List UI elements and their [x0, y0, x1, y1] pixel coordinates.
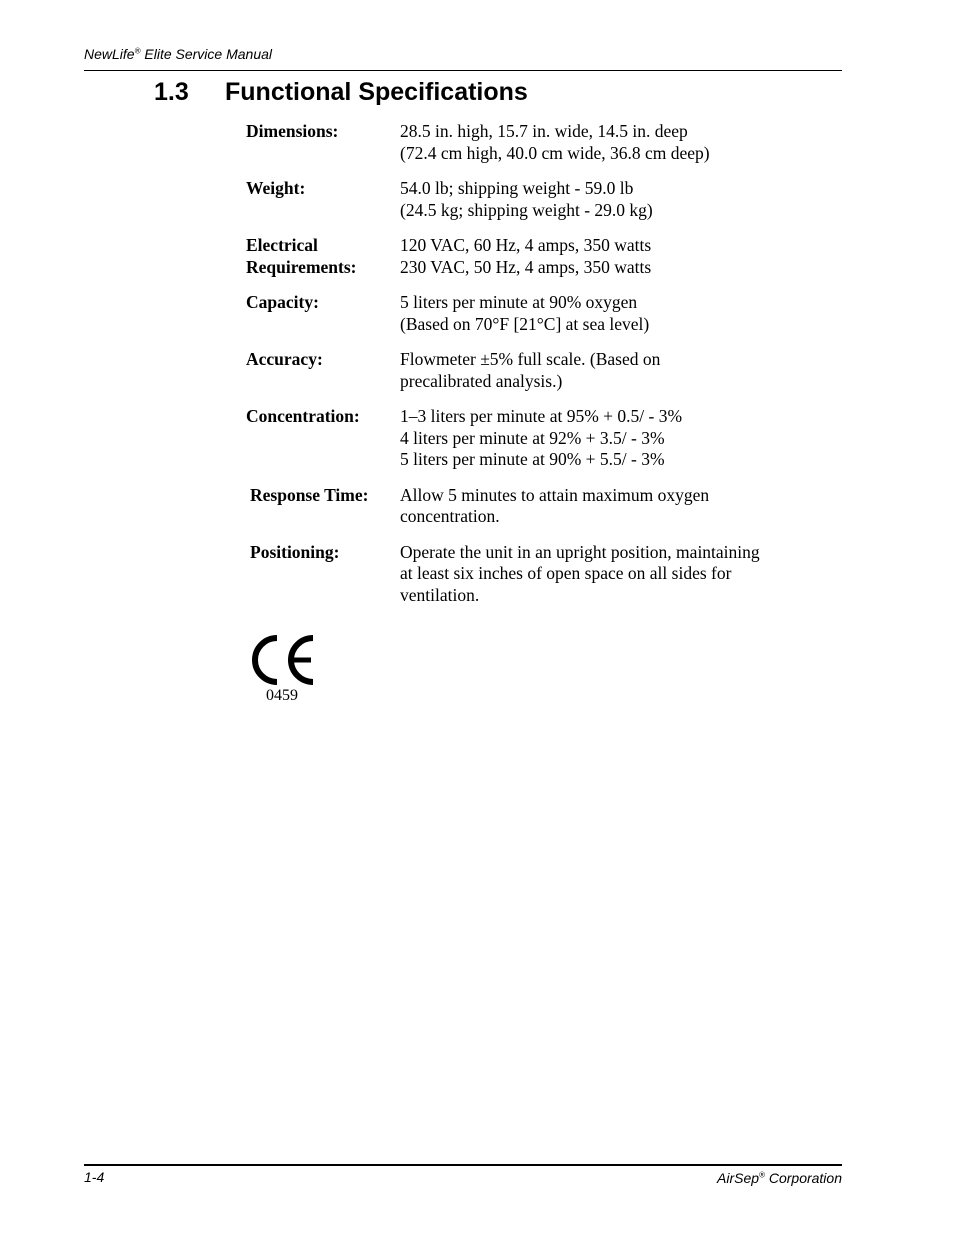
spec-label: Electrical Requirements:	[246, 235, 357, 277]
spec-row-dimensions	[246, 121, 826, 164]
spec-label: Positioning:	[250, 541, 340, 562]
page-number: 1-4	[84, 1169, 105, 1185]
page-header	[84, 44, 842, 71]
spec-row-weight	[246, 178, 826, 221]
spec-row-response-time	[246, 485, 826, 528]
spec-value: 120 VAC, 60 Hz, 4 amps, 350 watts 230 VAC, 50 Hz, 4 amps, 350 watts	[400, 235, 652, 277]
spec-row-concentration	[246, 406, 826, 471]
page-footer	[84, 1164, 842, 1196]
specifications-list	[246, 121, 826, 620]
spec-row-capacity	[246, 292, 826, 335]
company-name: AirSep® Corporation	[717, 1170, 842, 1186]
spec-value: 28.5 in. high, 15.7 in. wide, 14.5 in. deep (72.4 cm high, 40.0 cm wide, 36.8 cm deep)	[400, 121, 710, 163]
section-heading	[154, 78, 528, 107]
spec-value: Operate the unit in an upright position, maintaining at least six inches of open space on all sides for ventilation.	[400, 541, 760, 605]
spec-value: 54.0 lb; shipping weight - 59.0 lb (24.5 kg; shipping weight - 29.0 kg)	[400, 178, 653, 220]
spec-label: Weight:	[246, 178, 306, 198]
spec-label: Dimensions:	[246, 121, 339, 141]
manual-title: NewLife® Elite Service Manual	[84, 46, 273, 62]
ce-mark-icon	[247, 634, 319, 686]
spec-row-positioning	[246, 542, 826, 607]
spec-label: Response Time:	[250, 484, 369, 505]
spec-value: 5 liters per minute at 90% oxygen (Based on 70°F [21°C] at sea level)	[400, 292, 650, 334]
spec-label: Accuracy:	[246, 349, 323, 369]
spec-row-accuracy	[246, 349, 826, 392]
ce-notified-body-number: 0459	[266, 687, 298, 704]
spec-value: Flowmeter ±5% full scale. (Based on precalibrated analysis.)	[400, 349, 661, 391]
spec-value: Allow 5 minutes to attain maximum oxygen concentration.	[400, 484, 710, 526]
section-title: Functional Specifications	[225, 78, 528, 106]
section-number: 1.3	[154, 78, 189, 106]
spec-label: Capacity:	[246, 292, 319, 312]
spec-value: 1–3 liters per minute at 95% + 0.5/ - 3% 4 liters per minute at 92% + 3.5/ - 3% 5 liters per minute at 90% + 5.5/ - 3%	[400, 406, 683, 469]
spec-label: Concentration:	[246, 406, 360, 426]
spec-row-electrical	[246, 235, 826, 278]
